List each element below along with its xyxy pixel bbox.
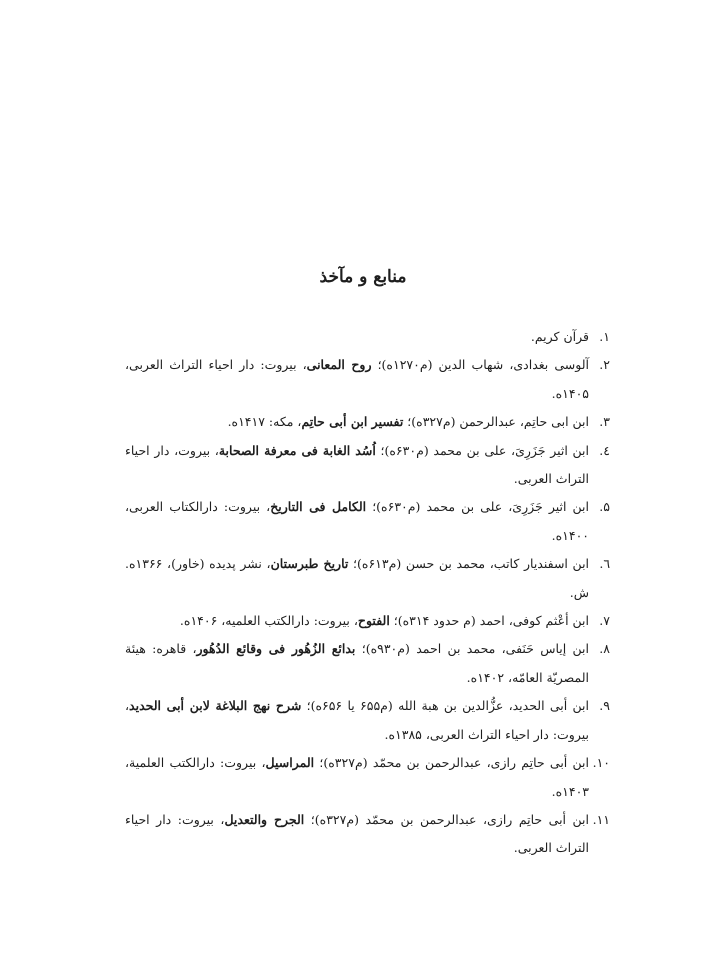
entry-title: شرح نهج البلاغة لابن أبی الحدید xyxy=(129,698,302,714)
list-item xyxy=(125,692,610,749)
entry-author: ابن اثیر جَزَرِیَ، علی بن محمد (م۶۳۰ه)؛ xyxy=(375,442,589,458)
entry-title: الکامل فی التاریخ xyxy=(270,499,367,515)
entry-number: ۹. xyxy=(599,698,610,714)
entry-title: روح المعانی xyxy=(306,357,372,373)
entry-publication: ، بیروت: دارالکتب العلمیة، ۱۴۰۳ه. xyxy=(125,755,589,799)
list-item xyxy=(125,408,610,436)
entry-author: ابن أبی حاتِم رازی، عبدالرحمن بن محمّد (م۳۲۷ه)؛ xyxy=(314,755,590,771)
list-item xyxy=(125,351,610,408)
list-item xyxy=(125,635,610,692)
entry-author: ابن اسفندیار کاتب، محمد بن حسن (م۶۱۳ه)؛ xyxy=(348,556,590,572)
entry-number: ٦. xyxy=(599,556,611,572)
entry-publication: ، بیروت: دار احیاء التراث العربی. xyxy=(125,811,589,856)
entry-title: بدائع الزُهُور فی وقائع الدُهُور xyxy=(196,641,356,657)
list-item xyxy=(125,550,610,607)
entry-title: الفتوح xyxy=(357,613,390,629)
entry-number: ٤. xyxy=(599,442,610,458)
entry-number: ۱۰. xyxy=(592,755,611,771)
entry-publication: ، بیروت، دار احیاء التراث العربی. xyxy=(125,442,589,487)
entry-author: قرآن کریم. xyxy=(530,329,589,344)
bibliography-list xyxy=(125,323,610,863)
entry-author: ابن إیاس حَنَفی، محمد بن احمد (م۹۳۰ه)؛ xyxy=(355,641,589,657)
entry-author: ابن أعْثم کوفی، احمد (م حدود ۳۱۴ه)؛ xyxy=(389,613,589,629)
list-item xyxy=(125,493,610,550)
entry-publication: ، قاهره: هیئة المصریّة العامّه، ۱۴۰۲ه. xyxy=(125,641,589,685)
entry-number: ۱. xyxy=(599,329,610,344)
entry-number: ۵. xyxy=(599,499,610,515)
entry-author: ابن اثیر جَزَرِیَ، علی بن محمد (م۶۳۰ه)؛ xyxy=(366,499,589,515)
entry-author: ابن أبی الحدید، عزُّالدین بن هبة الله (م۶۵۵ یا ۶۵۶ه)؛ xyxy=(301,698,589,714)
entry-title: تفسیر ابن أبی حاتِم xyxy=(301,414,404,430)
entry-publication: ، بیروت: دار احیاء التراث العربی، ۱۳۸۵ه. xyxy=(125,698,589,742)
entry-publication: ، نشر پدیده (خاور)، ۱۳۶۶ه. ش. xyxy=(125,556,589,600)
list-item xyxy=(125,749,610,806)
entry-author: ابن ابی حاتِم، عبدالرحمن (م۳۲۷ه)؛ xyxy=(403,414,589,430)
list-item xyxy=(125,437,610,494)
entry-title: اُسُد الغابة فی معرفة الصحابة xyxy=(218,442,376,458)
entry-title: المراسیل xyxy=(265,755,315,771)
entry-title: تاریخ طبرستان xyxy=(270,556,349,572)
entry-publication: ، بیروت: دارالکتاب العربی، ۱۴۰۰ه. xyxy=(125,499,589,543)
entry-publication: ، مکه: ۱۴۱۷ه. xyxy=(227,414,302,430)
list-item xyxy=(125,607,610,635)
entry-publication: ، بیروت: دارالکتب العلمیه، ۱۴۰۶ه. xyxy=(179,613,358,629)
list-item xyxy=(125,806,610,863)
entry-number: ۱۱. xyxy=(592,811,611,827)
entry-number: ۷. xyxy=(599,613,610,629)
entry-publication: ، بیروت: دار احیاء التراث العربی، ۱۴۰۵ه. xyxy=(125,357,589,401)
entry-author: آلوسی بغدادی، شهاب الدین (م۱۲۷۰ه)؛ xyxy=(371,357,589,373)
page-title: منابع و مآخذ xyxy=(319,267,407,287)
entry-number: ۸. xyxy=(599,641,610,657)
entry-author: ابن أبی حاتِم رازی، عبدالرحمن بن محمّد (م۳۲۷ه)؛ xyxy=(304,811,590,827)
entry-number: ۲. xyxy=(599,357,610,373)
list-item xyxy=(125,323,610,351)
entry-title: الجرح والتعدیل xyxy=(224,811,305,827)
entry-number: ۳. xyxy=(599,414,610,430)
